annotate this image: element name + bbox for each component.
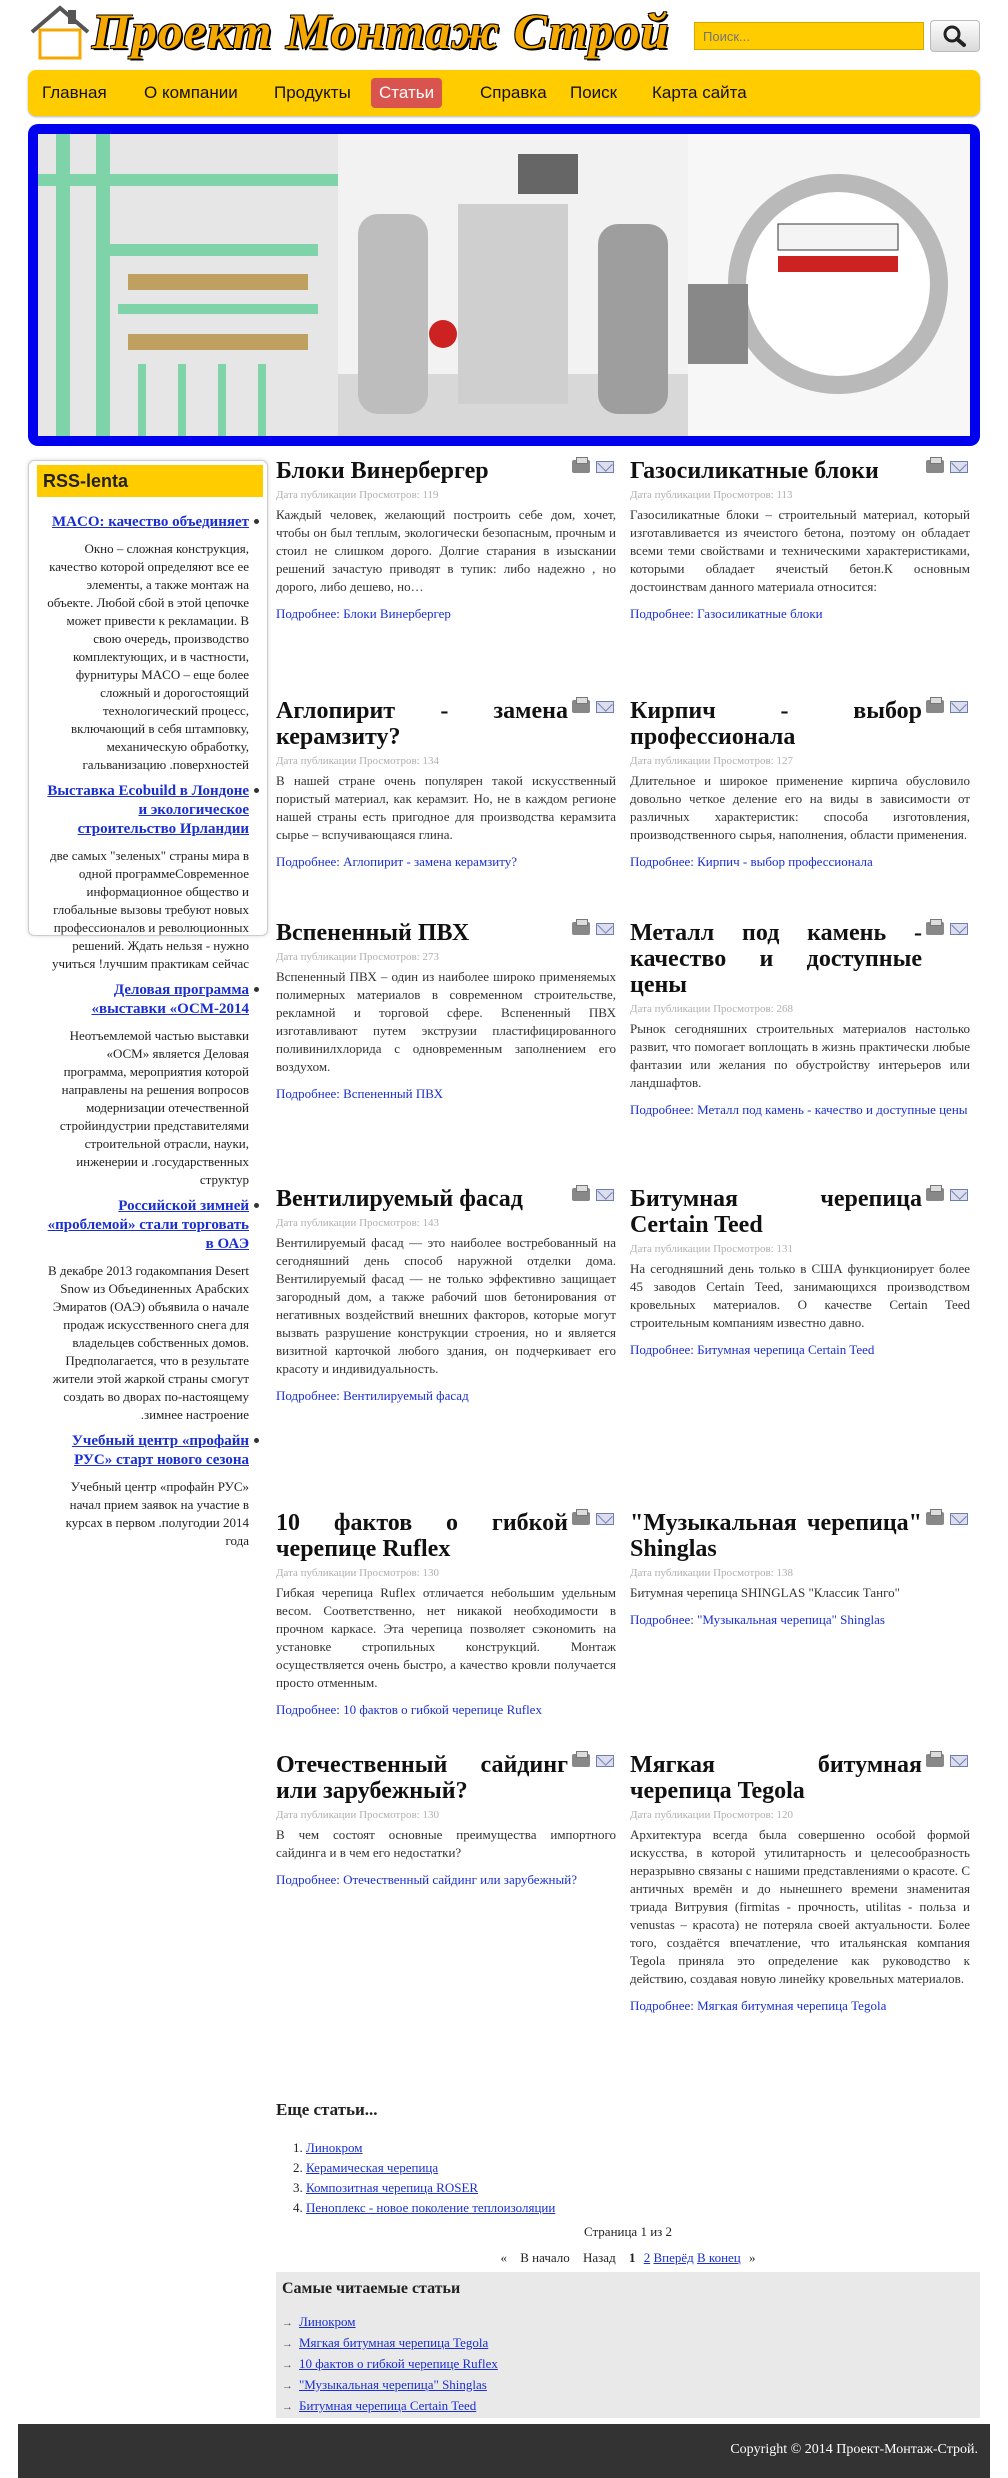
- footer: [18, 2424, 990, 2478]
- logo-text: Проект Монтаж Строй: [92, 3, 670, 59]
- list-item: [306, 2158, 980, 2178]
- nav-help[interactable]: Справка: [480, 83, 547, 102]
- article-intro: Архитектура всегда была совершенно особой формой искусства, в которой утилитарность и целесообразность неразрывно связаны с нашими представлениями о красоте. С античных времён и до нынешнего времени знаменитая триада Витрувия (firmitas - прочность, utilitas - польза и venustas – красота) не потеряла своей актуальности. Более того, создаётся впечатление, что итальянская компания Tegola приняла это определение как руководство к действию, создавая новую линейку кровельных материалов.: [630, 1827, 970, 1986]
- bullet-icon: [254, 1438, 259, 1443]
- pager-next[interactable]: Вперёд: [653, 2250, 694, 2265]
- article-intro: Каждый человек, желающий построить себе дом, хочет, чтобы он был теплым, экологически безопасным, прочным и стоил не слишком дорого. Долгие старания в изыскании решений зачастую приводят в тупик: либо надежно , но дорого, либо дешево, но…: [276, 507, 616, 594]
- popular-link[interactable]: Линокром: [299, 2314, 356, 2329]
- email-icon[interactable]: [596, 1755, 614, 1767]
- banner-graphic: [38, 134, 970, 436]
- main-nav: [28, 70, 980, 116]
- page-counter: Страница 1 из 2: [583, 2224, 673, 2239]
- article-title[interactable]: Вспененный ПВХ: [276, 920, 470, 946]
- nav-products[interactable]: Продукты: [274, 83, 351, 102]
- list-item: [306, 2178, 980, 2198]
- print-icon[interactable]: [926, 1188, 944, 1201]
- list-item: [306, 2138, 980, 2158]
- article-title[interactable]: Битумная черепица Certain Teed: [630, 1186, 922, 1238]
- list-item: [306, 2198, 980, 2218]
- bullet-icon: [254, 788, 259, 793]
- popular-link[interactable]: Битумная черепица Certain Teed: [299, 2398, 477, 2413]
- rss-item: [29, 981, 249, 1189]
- list-item: [282, 2375, 498, 2396]
- pager-current: 1: [628, 2250, 636, 2265]
- article-intro: Рынок сегодняшних строительных материалов настолько развит, что помогает воплощать в жизнь практически любые фантазии или желания по обустройству интерьеров или ландшафтов.: [630, 1021, 970, 1090]
- bullet-icon: [254, 1203, 259, 1208]
- read-more-link[interactable]: Подробнее: Металл под камень - качество и доступные цены: [630, 1102, 968, 1117]
- banner: [28, 124, 980, 446]
- popular-title: Самые читаемые статьи: [282, 2280, 461, 2297]
- article-meta: Дата публикации Просмотров: 130: [276, 1567, 439, 1579]
- popular-list: [282, 2312, 498, 2417]
- rss-item-link[interactable]: Выставка Ecobuild в Лондоне и экологическое строительство Ирландии: [47, 783, 249, 837]
- article-card: [276, 920, 616, 1102]
- email-icon[interactable]: [596, 1513, 614, 1525]
- popular-articles: [276, 2272, 980, 2418]
- read-more-link[interactable]: Подробнее: Вентилируемый фасад: [276, 1388, 469, 1403]
- article-actions: [926, 700, 970, 714]
- article-actions: [572, 1512, 616, 1526]
- rss-item-link[interactable]: Российской зимней «проблемой» стали торговать в ОАЭ: [47, 1198, 249, 1252]
- article-title[interactable]: "Музыкальная черепица" Shinglas: [630, 1510, 922, 1562]
- article-intro: Гибкая черепица Ruflex отличается небольшим удельным весом. Соответственно, нет никакой необходимости в прочном каркасе. Эта черепица позволяет сэкономить на установке стропильных конструкций. Монтаж осуществляется очень быстро, а качество кровли получается просто отменным.: [276, 1585, 616, 1690]
- more-title: Еще статьи...: [276, 2100, 378, 2119]
- article-actions: [926, 1188, 970, 1202]
- read-more-link[interactable]: Подробнее: Кирпич - выбор профессионала: [630, 854, 873, 869]
- print-icon[interactable]: [926, 1512, 944, 1525]
- more-link[interactable]: Керамическая черепица: [306, 2160, 439, 2175]
- print-icon[interactable]: [572, 700, 590, 713]
- article-intro: Вентилируемый фасад — это наиболее востребованный на сегодняшний день способ наружной отделки дома. Вентилируемый фасад — не только эффективно защищает загородный дом, а также рабочий шов бетонирования от негативных воздействий внешних факторов, которые могут вызвать разрушение конструкции строения, но и является визитной карточкой любого здания, он подчеркивает его красоту и индивидуальность.: [276, 1235, 616, 1376]
- email-icon[interactable]: [950, 923, 968, 935]
- popular-link[interactable]: Мягкая битумная черепица Tegola: [299, 2335, 489, 2350]
- read-more-link[interactable]: Подробнее: Битумная черепица Certain Teed: [630, 1342, 875, 1357]
- article-intro: На сегодняшний день только в США функционирует более 45 заводов Certain Teed, занимающихся производством кровельных материалов. О качестве Certain Teed строительным компаниям известно давно.: [630, 1261, 970, 1330]
- house-icon: [28, 2, 92, 60]
- sidebar-title: RSS-lenta: [37, 465, 263, 497]
- print-icon[interactable]: [926, 1754, 944, 1767]
- rss-item: [29, 782, 249, 973]
- rss-item-text: Окно – сложная конструкция, качество которой определяют все ее элементы, а также монтаж на объекте. Любой сбой в этой цепочке может привести к рекламации. В свою очередь, производство комплектующих, и в частности, фурнитуры MACO – еще более сложный и дорогостоящий технологический процесс, включающий в себя штамповку, механическую обработку, гальванизацию .поверхностей: [47, 541, 249, 772]
- print-icon[interactable]: [572, 922, 590, 935]
- rss-list: [29, 513, 249, 1558]
- rss-item-link[interactable]: Деловая программа «выставки «ОСМ-2014: [91, 982, 249, 1017]
- rss-item: [29, 1432, 249, 1550]
- article-card: [276, 1752, 616, 1888]
- email-icon[interactable]: [596, 461, 614, 473]
- nav-home[interactable]: Главная: [42, 83, 107, 102]
- article-title[interactable]: Кирпич - выбор профессионала: [630, 698, 922, 750]
- pagination: [276, 2250, 980, 2266]
- email-icon[interactable]: [950, 1513, 968, 1525]
- article-actions: [572, 922, 616, 936]
- article-meta: Дата публикации Просмотров: 273: [276, 951, 439, 963]
- read-more-link[interactable]: Подробнее: Отечественный сайдинг или зарубежный?: [276, 1872, 577, 1887]
- article-meta: Дата публикации Просмотров: 119: [276, 489, 439, 501]
- article-actions: [572, 460, 616, 474]
- article-title[interactable]: Вентилируемый фасад: [276, 1186, 523, 1212]
- email-icon[interactable]: [950, 1755, 968, 1767]
- pager-left-guillemet: «: [500, 2250, 507, 2265]
- list-item: [282, 2396, 498, 2417]
- email-icon[interactable]: [596, 923, 614, 935]
- article-card: [276, 1186, 616, 1404]
- print-icon[interactable]: [572, 1512, 590, 1525]
- article-intro: Битумная черепица SHINGLAS "Классик Танго": [630, 1585, 900, 1600]
- article-meta: Дата публикации Просмотров: 120: [630, 1809, 793, 1821]
- article-card: [276, 698, 616, 870]
- pager-page-2[interactable]: 2: [643, 2250, 651, 2265]
- read-more-link[interactable]: Подробнее: Мягкая битумная черепица Tegola: [630, 1998, 887, 2013]
- article-intro: Вспененный ПВХ – один из наиболее широко применяемых полимерных материалов в современном строительстве, рекламной и торговой сфере. Вспененный ПВХ изготавливают путем экструзии пластифицированного поливинилхлорида с одновременным заполнением его воздухом.: [276, 969, 616, 1074]
- article-title[interactable]: Газосиликатные блоки: [630, 458, 879, 484]
- article-card: [630, 1186, 970, 1358]
- rss-item-link[interactable]: MACO: качество объединяет: [52, 514, 249, 530]
- rss-item-text: Неотъемлемой частью выставки «ОСМ» является Деловая программа, мероприятия которой направлены на решения вопросов модернизации отечественной стройиндустрии представителями строительной отрасли, науки, инженерии и .государственных структур: [59, 1028, 249, 1187]
- article-card: [630, 1510, 970, 1628]
- read-more-link[interactable]: Подробнее: 10 фактов о гибкой черепице Ruflex: [276, 1702, 542, 1717]
- article-meta: Дата публикации Просмотров: 268: [630, 1003, 793, 1015]
- print-icon[interactable]: [926, 922, 944, 935]
- nav-articles[interactable]: Статьи: [371, 78, 442, 108]
- article-title[interactable]: Мягкая битумная черепица Tegola: [630, 1752, 922, 1804]
- article-intro: Газосиликатные блоки – строительный материал, который изготавливается из ячеистого бетона, поэтому он обладает всеми теми свойствами и техническими характеристиками, которыми обладает ячеистый бетон.К основным достоинствам данного материала относится:: [630, 507, 970, 594]
- article-card: [276, 1510, 616, 1718]
- list-item: [282, 2333, 498, 2354]
- more-link[interactable]: Линокром: [306, 2140, 363, 2155]
- print-icon[interactable]: [926, 460, 944, 473]
- list-item: [282, 2354, 498, 2375]
- article-card: [630, 920, 970, 1118]
- more-link[interactable]: Композитная черепица ROSER: [306, 2180, 479, 2195]
- read-more-link[interactable]: Подробнее: Вспененный ПВХ: [276, 1086, 443, 1101]
- article-card: [630, 458, 970, 622]
- article-meta: Дата публикации Просмотров: 130: [276, 1809, 439, 1821]
- read-more-link[interactable]: Подробнее: Блоки Винербергер: [276, 606, 451, 621]
- rss-sidebar: [28, 460, 268, 1548]
- article-meta: Дата публикации Просмотров: 143: [276, 1217, 439, 1229]
- rss-item-text: Учебный центр «профайн РУС» начал прием заявок на участие в курсах в первом .полугодии 2014 года: [65, 1479, 249, 1548]
- nav-sitemap[interactable]: Карта сайта: [652, 83, 747, 102]
- popular-link[interactable]: "Музыкальная черепица" Shinglas: [299, 2377, 487, 2392]
- article-card: [630, 698, 970, 870]
- pager-last[interactable]: В конец: [697, 2250, 741, 2265]
- article-title[interactable]: Металл под камень - качество и доступные цены: [630, 920, 922, 998]
- search-button[interactable]: [930, 20, 980, 52]
- print-icon[interactable]: [926, 700, 944, 713]
- article-actions: [926, 1512, 970, 1526]
- pager-first: В начало: [520, 2250, 570, 2265]
- email-icon[interactable]: [950, 1189, 968, 1201]
- article-meta: Дата публикации Просмотров: 113: [630, 489, 793, 501]
- email-icon[interactable]: [596, 701, 614, 713]
- article-actions: [926, 922, 970, 936]
- print-icon[interactable]: [572, 460, 590, 473]
- pager-right-guillemet: »: [749, 2250, 756, 2265]
- print-icon[interactable]: [572, 1188, 590, 1201]
- bullet-icon: [254, 519, 259, 524]
- rss-item: [29, 1197, 249, 1424]
- list-item: [282, 2312, 498, 2333]
- bullet-icon: [254, 987, 259, 992]
- article-meta: Дата публикации Просмотров: 127: [630, 755, 793, 767]
- nav-search[interactable]: Поиск: [570, 83, 618, 102]
- article-meta: Дата публикации Просмотров: 134: [276, 755, 439, 767]
- popular-link[interactable]: 10 фактов о гибкой черепице Ruflex: [299, 2356, 498, 2371]
- article-meta: Дата публикации Просмотров: 131: [630, 1243, 793, 1255]
- read-more-link[interactable]: Подробнее: Аглопирит - замена керамзиту?: [276, 854, 518, 869]
- more-list: [276, 2138, 980, 2218]
- article-title[interactable]: Блоки Винербергер: [276, 458, 489, 484]
- magnifier-icon: [931, 21, 979, 51]
- pager-prev: Назад: [583, 2250, 616, 2265]
- read-more-link[interactable]: Подробнее: "Музыкальная черепица" Shinglas: [630, 1612, 885, 1627]
- rss-item-link[interactable]: Учебный центр «профайн РУС» старт нового сезона: [71, 1433, 249, 1468]
- article-card: [630, 1752, 970, 2014]
- read-more-link[interactable]: Подробнее: Газосиликатные блоки: [630, 606, 823, 621]
- article-meta: Дата публикации Просмотров: 138: [630, 1567, 793, 1579]
- site-logo[interactable]: [28, 2, 670, 60]
- more-link[interactable]: Пеноплекс - новое поколение теплоизоляции: [306, 2200, 556, 2215]
- rss-item-text: две самых "зеленых" страны мира в одной программеСовременное информационное общество и глобальные вызовы требуют новых профессионалов и революционных решений. Ждать нельзя - нужно учиться !лучшим практикам сейчас: [50, 848, 249, 971]
- article-actions: [572, 1754, 616, 1768]
- article-title[interactable]: Аглопирит - замена керамзиту?: [276, 698, 568, 750]
- article-intro: В чем состоят основные преимущества импортного сайдинга и в чем его недостатки?: [276, 1827, 616, 1860]
- nav-about[interactable]: О компании: [144, 83, 238, 102]
- print-icon[interactable]: [572, 1754, 590, 1767]
- article-intro: В нашей стране очень популярен такой искусственный пористый материал, как керамзит. Но, не в каждом регионе нашей страны есть пригодное для производства керамзита сырье – вспучивающаяся глина.: [276, 773, 616, 842]
- article-actions: [926, 1754, 970, 1768]
- article-actions: [926, 460, 970, 474]
- article-title[interactable]: 10 фактов о гибкой черепице Ruflex: [276, 1510, 568, 1562]
- article-card: [276, 458, 616, 622]
- article-actions: [572, 1188, 616, 1202]
- copyright: Copyright © 2014 Проект-Монтаж-Строй.: [730, 2442, 978, 2457]
- email-icon[interactable]: [950, 701, 968, 713]
- search-input[interactable]: [694, 22, 924, 50]
- article-title[interactable]: Отечественный сайдинг или зарубежный?: [276, 1752, 568, 1804]
- article-intro: Длительное и широкое применение кирпича обусловило довольно четкое деление его на виды в зависимости от различных характеристик: способа изготовления, производственного сырья, наполнения, области применения.: [630, 773, 970, 842]
- email-icon[interactable]: [950, 461, 968, 473]
- article-actions: [572, 700, 616, 714]
- rss-item-text: В декабре 2013 годакомпания Desert Snow из Объединенных Арабских Эмиратов (ОАЭ) объявила о начале продаж искусственного снега для владельцев собственных домов. Предполагается, что в результате жители этой жаркой страны смогут создать во дворах по-настоящему .зимнее настроение: [47, 1263, 249, 1422]
- more-articles: [276, 2100, 980, 2413]
- rss-item: [29, 513, 249, 774]
- banner-image: [38, 134, 970, 436]
- email-icon[interactable]: [596, 1189, 614, 1201]
